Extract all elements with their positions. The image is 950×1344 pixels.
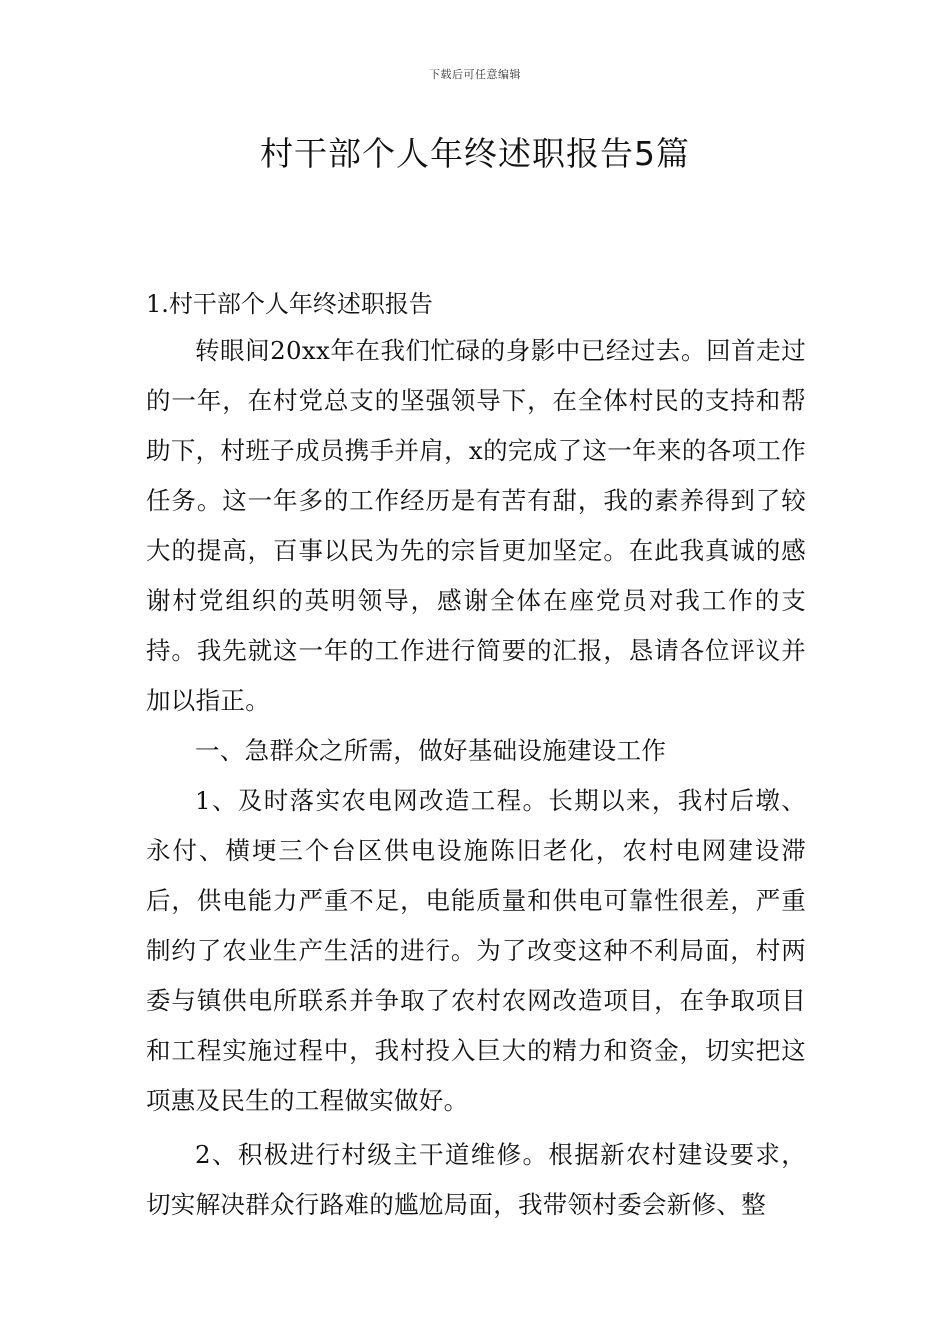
section-heading: 1.村干部个人年终述职报告 [146, 290, 433, 318]
document-body [146, 326, 806, 1230]
header-note: 下载后可任意编辑 [429, 68, 521, 81]
paragraph-item-2: 2、积极进行村级主干道维修。根据新农村建设要求，切实解决群众行路难的尴尬局面，我带领村委会新修、整 [146, 1140, 806, 1219]
document-title: 村干部个人年终述职报告5篇 [260, 134, 690, 173]
paragraph-intro: 转眼间20xx年在我们忙碌的身影中已经过去。回首走过的一年，在村党总支的坚强领导下，在全体村民的支持和帮助下，村班子成员携手并肩，x的完成了这一年来的各项工作任务。这一年多的工作经历是有苦有甜，我的素养得到了较大的提高，百事以民为先的宗旨更加坚定。在此我真诚的感谢村党组织的英明领导，感谢全体在座党员对我工作的支持。我先就这一年的工作进行简要的汇报，恳请各位评议并加以指正。 [146, 336, 806, 715]
paragraph-item-1: 1、及时落实农电网改造工程。长期以来，我村后墩、永付、横埂三个台区供电设施陈旧老化，农村电网建设滞后，供电能力严重不足，电能质量和供电可靠性很差，严重制约了农业生产生活的进行。为了改变这种不利局面，村两委与镇供电所联系并争取了农村农网改造项目，在争取项目和工程实施过程中，我村投入巨大的精力和资金，切实把这项惠及民生的工程做实做好。 [146, 786, 806, 1115]
paragraph-subheading: 一、急群众之所需，做好基础设施建设工作 [195, 736, 667, 765]
